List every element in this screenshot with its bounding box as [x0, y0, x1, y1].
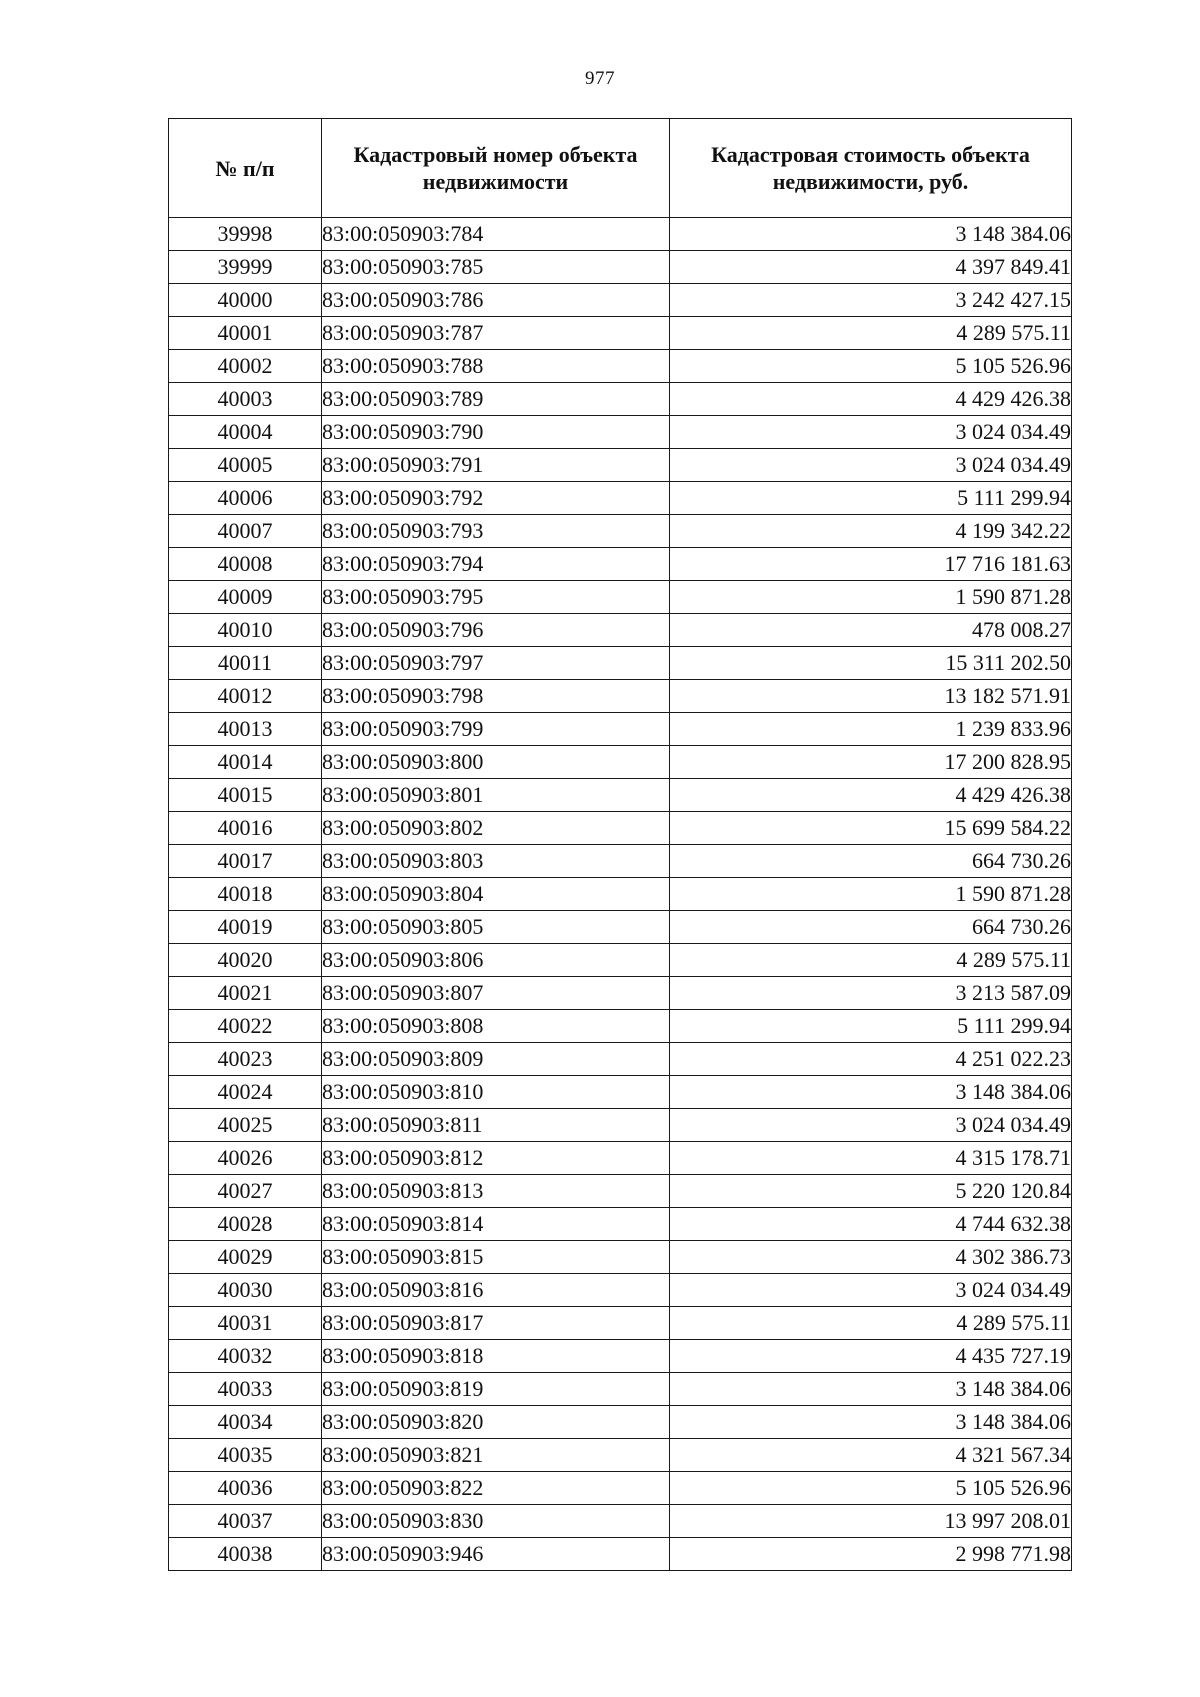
- row-number-cell: 40011: [169, 647, 322, 680]
- cadastral-value-cell: 5 105 526.96: [670, 350, 1072, 383]
- table-row: [169, 1439, 1072, 1472]
- cadastral-value-cell: 4 321 567.34: [670, 1439, 1072, 1472]
- table-row: [169, 812, 1072, 845]
- cadastral-value-cell: 5 220 120.84: [670, 1175, 1072, 1208]
- cadastral-number-cell: 83:00:050903:821: [322, 1439, 670, 1472]
- table-row: [169, 647, 1072, 680]
- cadastral-value-cell: 15 699 584.22: [670, 812, 1072, 845]
- cadastral-value-cell: 3 148 384.06: [670, 218, 1072, 251]
- header-row-number: № п/п: [169, 119, 322, 218]
- table-row: [169, 680, 1072, 713]
- cadastral-number-cell: 83:00:050903:802: [322, 812, 670, 845]
- cadastral-number-cell: 83:00:050903:799: [322, 713, 670, 746]
- cadastral-value-cell: 4 251 022.23: [670, 1043, 1072, 1076]
- row-number-cell: 39998: [169, 218, 322, 251]
- cadastral-number-cell: 83:00:050903:792: [322, 482, 670, 515]
- cadastral-number-cell: 83:00:050903:819: [322, 1373, 670, 1406]
- table-row: [169, 911, 1072, 944]
- row-number-cell: 40036: [169, 1472, 322, 1505]
- row-number-cell: 40024: [169, 1076, 322, 1109]
- cadastral-number-cell: 83:00:050903:811: [322, 1109, 670, 1142]
- row-number-cell: 40034: [169, 1406, 322, 1439]
- cadastral-value-cell: 13 182 571.91: [670, 680, 1072, 713]
- cadastral-number-cell: 83:00:050903:793: [322, 515, 670, 548]
- row-number-cell: 40008: [169, 548, 322, 581]
- table-row: [169, 845, 1072, 878]
- cadastral-number-cell: 83:00:050903:807: [322, 977, 670, 1010]
- cadastral-value-cell: 1 590 871.28: [670, 581, 1072, 614]
- cadastral-value-cell: 2 998 771.98: [670, 1538, 1072, 1571]
- table-row: [169, 1538, 1072, 1571]
- cadastral-number-cell: 83:00:050903:946: [322, 1538, 670, 1571]
- cadastral-value-cell: 664 730.26: [670, 911, 1072, 944]
- cadastral-number-cell: 83:00:050903:787: [322, 317, 670, 350]
- cadastral-number-cell: 83:00:050903:813: [322, 1175, 670, 1208]
- row-number-cell: 40035: [169, 1439, 322, 1472]
- table-row: [169, 1505, 1072, 1538]
- row-number-cell: 39999: [169, 251, 322, 284]
- table-row: [169, 977, 1072, 1010]
- row-number-cell: 40015: [169, 779, 322, 812]
- table-row: [169, 1076, 1072, 1109]
- cadastral-value-cell: 664 730.26: [670, 845, 1072, 878]
- cadastral-number-cell: 83:00:050903:806: [322, 944, 670, 977]
- row-number-cell: 40027: [169, 1175, 322, 1208]
- table-row: [169, 1043, 1072, 1076]
- row-number-cell: 40020: [169, 944, 322, 977]
- cadastral-value-table: [168, 118, 1072, 1571]
- row-number-cell: 40004: [169, 416, 322, 449]
- table-row: [169, 416, 1072, 449]
- cadastral-value-cell: 478 008.27: [670, 614, 1072, 647]
- cadastral-number-cell: 83:00:050903:790: [322, 416, 670, 449]
- cadastral-value-cell: 1 239 833.96: [670, 713, 1072, 746]
- cadastral-number-cell: 83:00:050903:818: [322, 1340, 670, 1373]
- table-row: [169, 251, 1072, 284]
- row-number-cell: 40028: [169, 1208, 322, 1241]
- row-number-cell: 40014: [169, 746, 322, 779]
- row-number-cell: 40021: [169, 977, 322, 1010]
- cadastral-number-cell: 83:00:050903:796: [322, 614, 670, 647]
- cadastral-number-cell: 83:00:050903:788: [322, 350, 670, 383]
- cadastral-number-cell: 83:00:050903:784: [322, 218, 670, 251]
- row-number-cell: 40009: [169, 581, 322, 614]
- cadastral-value-cell: 3 148 384.06: [670, 1076, 1072, 1109]
- cadastral-value-cell: 4 429 426.38: [670, 383, 1072, 416]
- cadastral-number-cell: 83:00:050903:804: [322, 878, 670, 911]
- row-number-cell: 40026: [169, 1142, 322, 1175]
- page-number: 977: [585, 68, 615, 89]
- cadastral-value-cell: 4 435 727.19: [670, 1340, 1072, 1373]
- cadastral-number-cell: 83:00:050903:800: [322, 746, 670, 779]
- table-row: [169, 449, 1072, 482]
- table-row: [169, 317, 1072, 350]
- cadastral-number-cell: 83:00:050903:812: [322, 1142, 670, 1175]
- cadastral-value-cell: 5 111 299.94: [670, 482, 1072, 515]
- cadastral-value-cell: 17 200 828.95: [670, 746, 1072, 779]
- cadastral-number-cell: 83:00:050903:808: [322, 1010, 670, 1043]
- table-row: [169, 515, 1072, 548]
- cadastral-value-cell: 3 024 034.49: [670, 416, 1072, 449]
- table-row: [169, 614, 1072, 647]
- row-number-cell: 40017: [169, 845, 322, 878]
- row-number-cell: 40001: [169, 317, 322, 350]
- cadastral-number-cell: 83:00:050903:809: [322, 1043, 670, 1076]
- row-number-cell: 40031: [169, 1307, 322, 1340]
- row-number-cell: 40005: [169, 449, 322, 482]
- cadastral-value-cell: 17 716 181.63: [670, 548, 1072, 581]
- cadastral-value-cell: 5 105 526.96: [670, 1472, 1072, 1505]
- cadastral-value-cell: 4 289 575.11: [670, 944, 1072, 977]
- table-row: [169, 1340, 1072, 1373]
- row-number-cell: 40032: [169, 1340, 322, 1373]
- cadastral-value-cell: 3 024 034.49: [670, 1109, 1072, 1142]
- row-number-cell: 40012: [169, 680, 322, 713]
- cadastral-value-cell: 4 744 632.38: [670, 1208, 1072, 1241]
- row-number-cell: 40023: [169, 1043, 322, 1076]
- cadastral-value-cell: 15 311 202.50: [670, 647, 1072, 680]
- table-row: [169, 482, 1072, 515]
- row-number-cell: 40018: [169, 878, 322, 911]
- table-row: [169, 350, 1072, 383]
- cadastral-number-cell: 83:00:050903:814: [322, 1208, 670, 1241]
- cadastral-value-cell: 4 302 386.73: [670, 1241, 1072, 1274]
- cadastral-value-cell: 4 199 342.22: [670, 515, 1072, 548]
- row-number-cell: 40037: [169, 1505, 322, 1538]
- cadastral-number-cell: 83:00:050903:785: [322, 251, 670, 284]
- cadastral-number-cell: 83:00:050903:797: [322, 647, 670, 680]
- cadastral-value-cell: 4 289 575.11: [670, 317, 1072, 350]
- cadastral-value-cell: 3 242 427.15: [670, 284, 1072, 317]
- cadastral-value-cell: 3 024 034.49: [670, 1274, 1072, 1307]
- cadastral-value-cell: 3 148 384.06: [670, 1406, 1072, 1439]
- table-row: [169, 218, 1072, 251]
- row-number-cell: 40022: [169, 1010, 322, 1043]
- cadastral-value-cell: 4 315 178.71: [670, 1142, 1072, 1175]
- cadastral-number-cell: 83:00:050903:817: [322, 1307, 670, 1340]
- cadastral-value-cell: 1 590 871.28: [670, 878, 1072, 911]
- table-row: [169, 1373, 1072, 1406]
- cadastral-number-cell: 83:00:050903:805: [322, 911, 670, 944]
- table-row: [169, 1175, 1072, 1208]
- row-number-cell: 40025: [169, 1109, 322, 1142]
- table-header-row: [169, 119, 1072, 218]
- table-row: [169, 383, 1072, 416]
- cadastral-number-cell: 83:00:050903:815: [322, 1241, 670, 1274]
- cadastral-value-cell: 5 111 299.94: [670, 1010, 1072, 1043]
- table-row: [169, 1010, 1072, 1043]
- row-number-cell: 40030: [169, 1274, 322, 1307]
- row-number-cell: 40003: [169, 383, 322, 416]
- cadastral-number-cell: 83:00:050903:816: [322, 1274, 670, 1307]
- table-row: [169, 1109, 1072, 1142]
- cadastral-value-cell: 4 397 849.41: [670, 251, 1072, 284]
- table-row: [169, 746, 1072, 779]
- row-number-cell: 40010: [169, 614, 322, 647]
- table-row: [169, 548, 1072, 581]
- cadastral-value-cell: 3 024 034.49: [670, 449, 1072, 482]
- cadastral-number-cell: 83:00:050903:830: [322, 1505, 670, 1538]
- table-row: [169, 1406, 1072, 1439]
- row-number-cell: 40013: [169, 713, 322, 746]
- table-row: [169, 1208, 1072, 1241]
- row-number-cell: 40016: [169, 812, 322, 845]
- row-number-cell: 40033: [169, 1373, 322, 1406]
- table-row: [169, 713, 1072, 746]
- table-row: [169, 1241, 1072, 1274]
- cadastral-number-cell: 83:00:050903:786: [322, 284, 670, 317]
- table-row: [169, 1472, 1072, 1505]
- cadastral-number-cell: 83:00:050903:789: [322, 383, 670, 416]
- cadastral-number-cell: 83:00:050903:803: [322, 845, 670, 878]
- table-row: [169, 1274, 1072, 1307]
- cadastral-number-cell: 83:00:050903:794: [322, 548, 670, 581]
- row-number-cell: 40007: [169, 515, 322, 548]
- row-number-cell: 40006: [169, 482, 322, 515]
- table-row: [169, 878, 1072, 911]
- cadastral-number-cell: 83:00:050903:798: [322, 680, 670, 713]
- cadastral-number-cell: 83:00:050903:791: [322, 449, 670, 482]
- header-cadastral-value: Кадастровая стоимость объекта недвижимости, руб.: [670, 119, 1072, 218]
- cadastral-value-cell: 4 289 575.11: [670, 1307, 1072, 1340]
- cadastral-value-cell: 4 429 426.38: [670, 779, 1072, 812]
- table-row: [169, 581, 1072, 614]
- row-number-cell: 40029: [169, 1241, 322, 1274]
- cadastral-value-cell: 3 148 384.06: [670, 1373, 1072, 1406]
- header-cadastral-number: Кадастровый номер объекта недвижимости: [322, 119, 670, 218]
- row-number-cell: 40000: [169, 284, 322, 317]
- cadastral-number-cell: 83:00:050903:820: [322, 1406, 670, 1439]
- cadastral-value-cell: 13 997 208.01: [670, 1505, 1072, 1538]
- table-row: [169, 1307, 1072, 1340]
- cadastral-number-cell: 83:00:050903:801: [322, 779, 670, 812]
- table-row: [169, 1142, 1072, 1175]
- row-number-cell: 40019: [169, 911, 322, 944]
- table-row: [169, 284, 1072, 317]
- cadastral-number-cell: 83:00:050903:810: [322, 1076, 670, 1109]
- table-body: [169, 218, 1072, 1571]
- table-row: [169, 779, 1072, 812]
- table-row: [169, 944, 1072, 977]
- row-number-cell: 40038: [169, 1538, 322, 1571]
- cadastral-number-cell: 83:00:050903:795: [322, 581, 670, 614]
- cadastral-value-cell: 3 213 587.09: [670, 977, 1072, 1010]
- cadastral-number-cell: 83:00:050903:822: [322, 1472, 670, 1505]
- row-number-cell: 40002: [169, 350, 322, 383]
